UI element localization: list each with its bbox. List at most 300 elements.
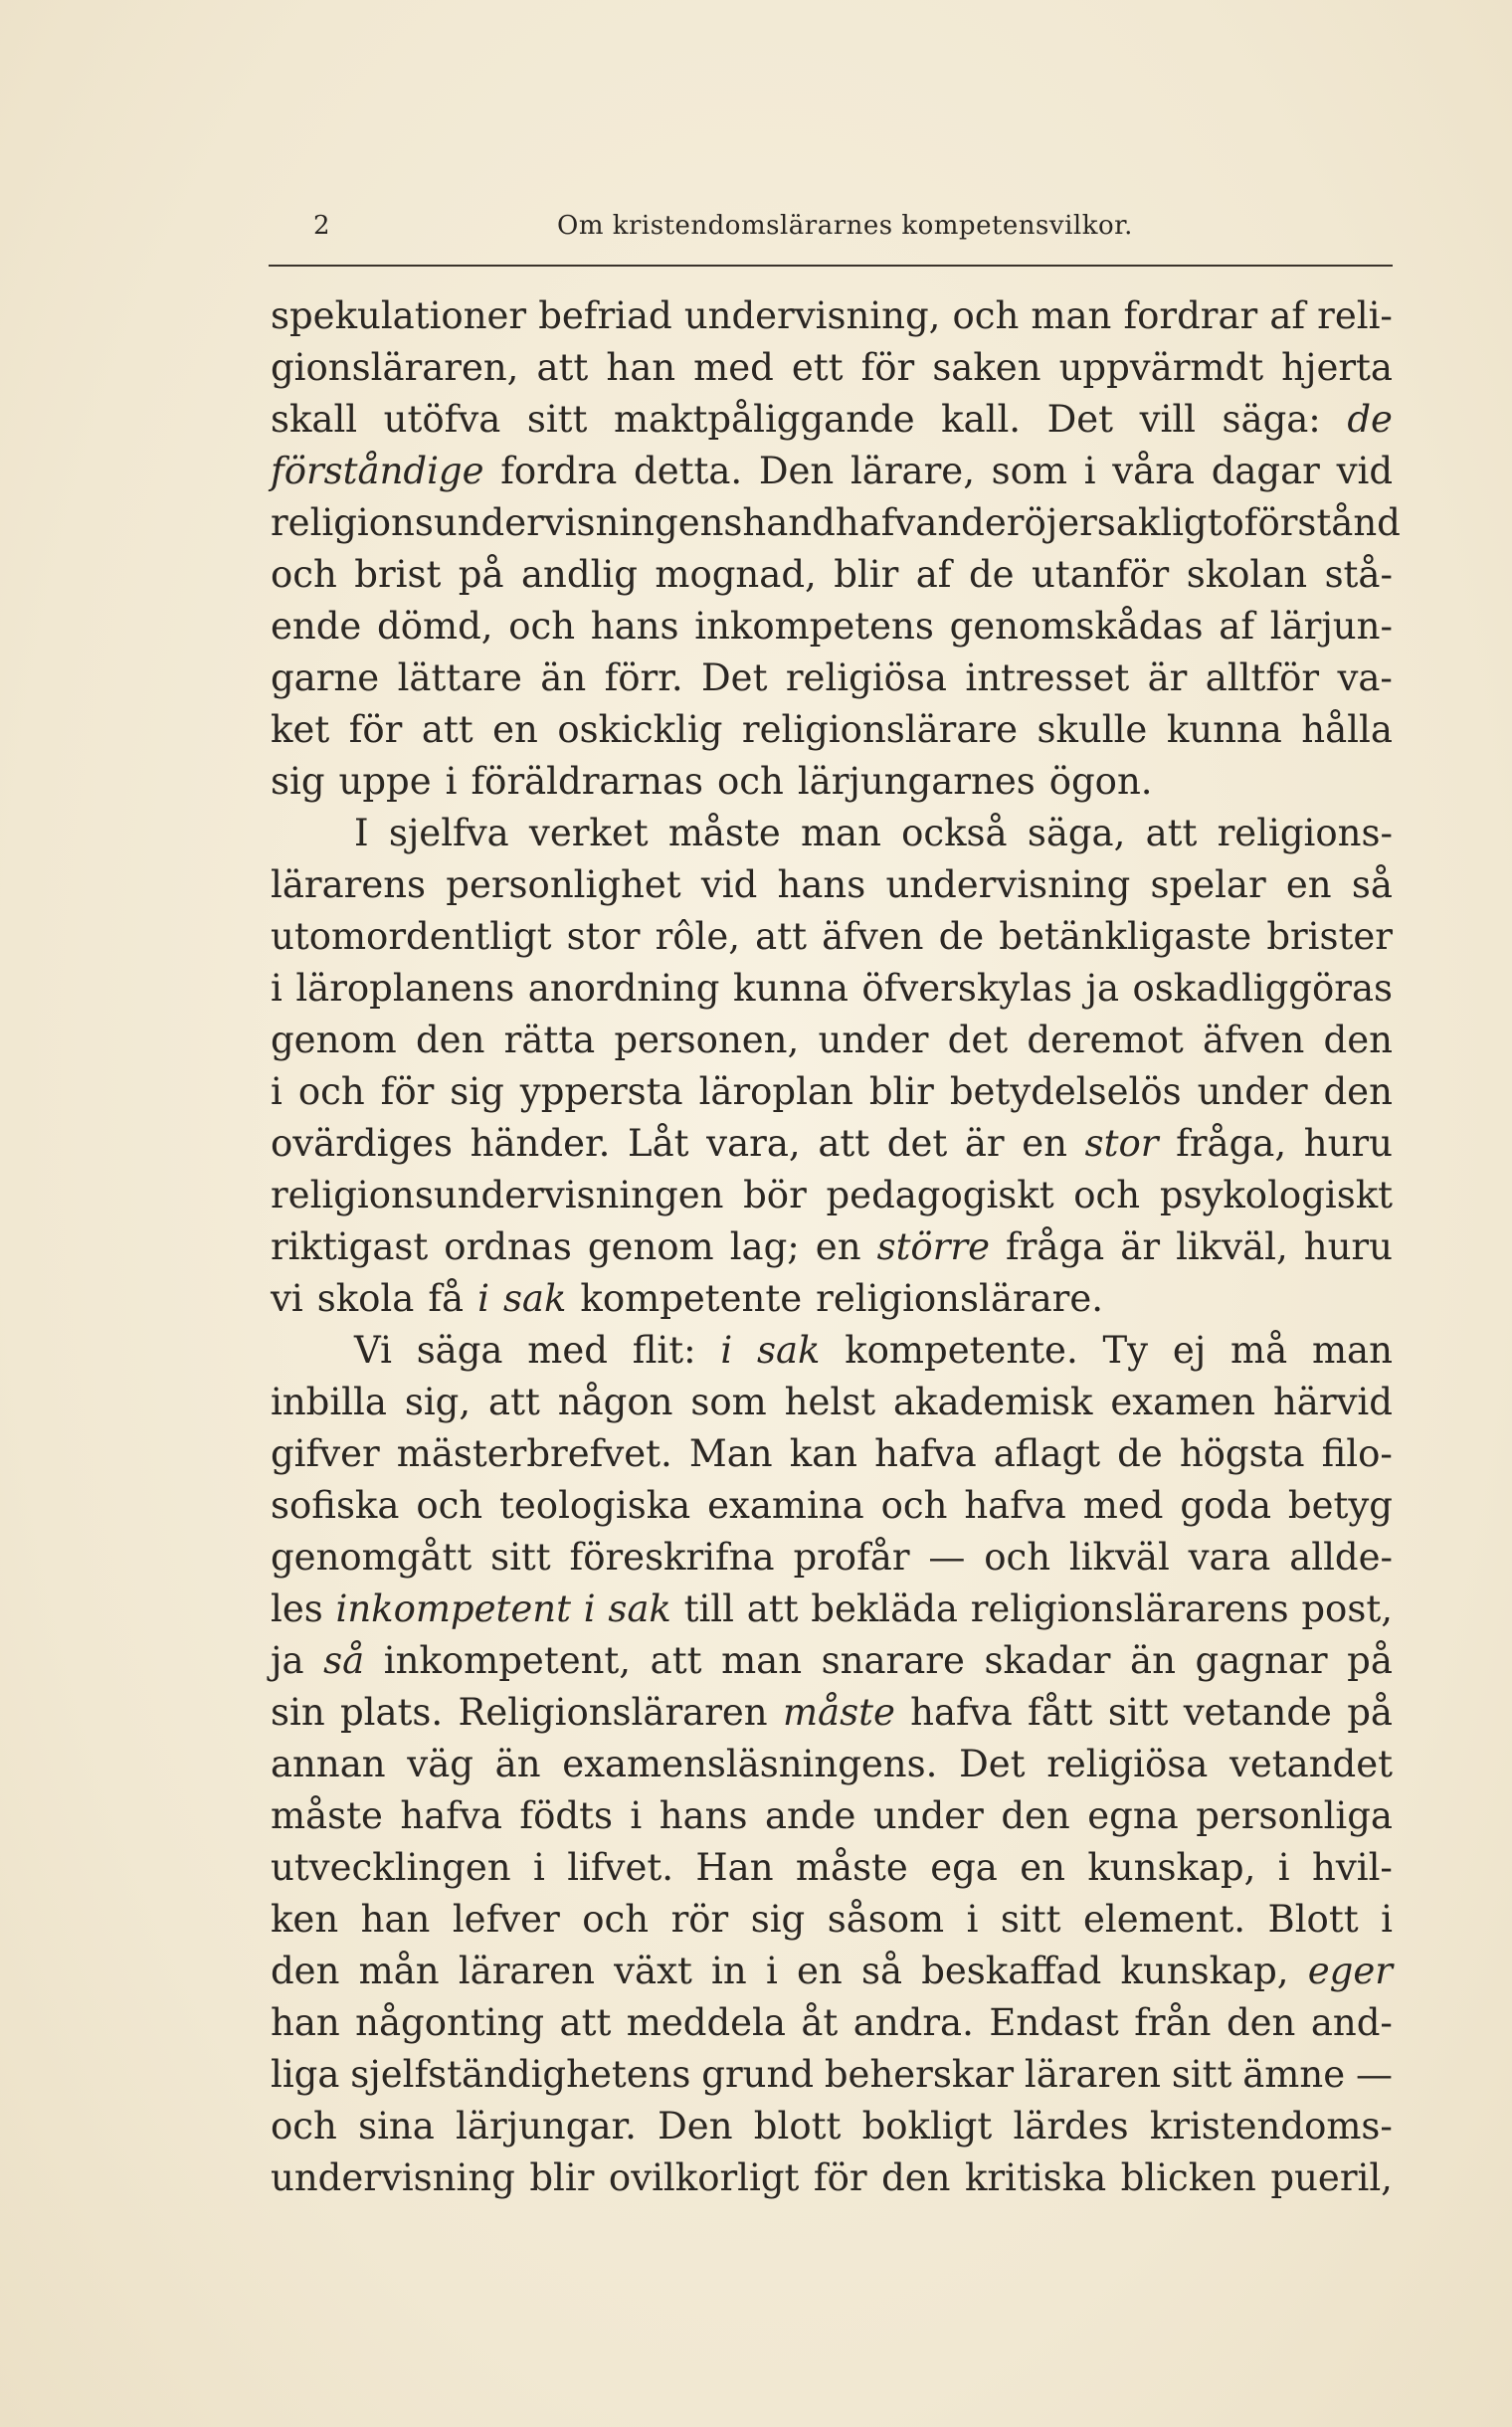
word: föreskrifna <box>569 1536 775 1579</box>
word: vara <box>1188 1536 1271 1579</box>
word: vill <box>1139 398 1196 441</box>
word: till <box>683 1587 734 1630</box>
word: fordra <box>500 450 618 492</box>
word: vi <box>271 1277 303 1320</box>
word: än <box>1130 1639 1176 1682</box>
word: undervisning <box>885 863 1131 906</box>
word: de <box>1117 1432 1163 1475</box>
word: religionslärare. <box>816 1277 1103 1320</box>
word: lärarens <box>271 863 427 906</box>
word: kunskap, <box>1120 1950 1289 1992</box>
word: vid <box>700 863 758 906</box>
word: i <box>630 1794 643 1837</box>
text-line <box>271 1584 1393 1635</box>
word: ögon. <box>1048 760 1153 803</box>
text-line <box>271 1325 1393 1377</box>
word: blir <box>868 1070 934 1113</box>
word: profår <box>793 1536 910 1579</box>
word: riktigast <box>271 1225 429 1268</box>
word: i <box>583 1587 596 1630</box>
word: likväl <box>1068 1536 1170 1579</box>
word: han <box>271 2001 340 2044</box>
text-line <box>271 1015 1393 1066</box>
word: verket <box>528 812 649 854</box>
word: äfven <box>822 915 924 958</box>
word: Den <box>758 450 835 492</box>
word: åt <box>801 2001 839 2044</box>
text-line <box>271 1739 1393 1790</box>
word: spekulationer <box>271 294 527 337</box>
word: akademisk <box>893 1381 1093 1423</box>
text-line <box>271 1687 1393 1739</box>
text-line <box>271 549 1393 601</box>
word: än <box>494 1743 541 1785</box>
word: i <box>445 760 458 803</box>
word: examina <box>707 1484 864 1527</box>
word: pedagogiskt <box>826 1174 1054 1216</box>
word: skolan <box>1186 553 1308 596</box>
word: sitt <box>1171 2053 1232 2096</box>
word: flit: <box>632 1329 696 1372</box>
word: grund <box>701 2053 815 2096</box>
word: kristendoms- <box>1149 2105 1393 2147</box>
word: Blott <box>1267 1898 1359 1941</box>
word: sitt <box>526 398 588 441</box>
word: utanför <box>1032 553 1170 596</box>
word: ja <box>271 1639 304 1682</box>
word: ordnas <box>444 1225 572 1268</box>
word: Det <box>701 656 768 699</box>
word: sig <box>271 760 325 803</box>
word: och <box>508 605 576 648</box>
word: högsta <box>1179 1432 1305 1475</box>
word: Det <box>959 1743 1026 1785</box>
text-line <box>271 1842 1393 1894</box>
word: med <box>527 1329 608 1372</box>
running-title: Om kristendomslärarnes kompetensvilkor. <box>557 211 1133 241</box>
word: hans <box>590 605 679 648</box>
word: sig, <box>404 1381 472 1423</box>
word: en <box>815 1225 861 1268</box>
word: af <box>1219 605 1255 648</box>
word: element. <box>1082 1898 1246 1941</box>
word: skola <box>316 1277 415 1320</box>
word: sak <box>502 1277 567 1320</box>
word: uppe <box>338 760 432 803</box>
word: andlig <box>521 553 638 596</box>
word: i <box>720 1329 733 1372</box>
word: under <box>872 1794 984 1837</box>
word: så <box>323 1639 365 1682</box>
word: röjer <box>1006 501 1097 544</box>
word: må <box>1230 1329 1288 1372</box>
word: ande <box>764 1794 856 1837</box>
word: skall <box>271 398 358 441</box>
word: sig <box>450 1070 504 1113</box>
word: egna <box>1087 1794 1179 1837</box>
word: och <box>1073 1174 1141 1216</box>
word: säga, <box>1027 812 1126 854</box>
word: läraren <box>1024 2053 1161 2096</box>
word: hafva <box>964 1484 1066 1527</box>
word: bokligt <box>861 2105 993 2147</box>
word: rätta <box>503 1019 596 1061</box>
word: Religionsläraren <box>458 1691 768 1734</box>
word: personlighet <box>446 863 681 906</box>
word: teologiska <box>499 1484 691 1527</box>
word: skadar <box>984 1639 1111 1682</box>
word: brist <box>354 553 442 596</box>
word: and- <box>1310 2001 1393 2044</box>
word: vid <box>1336 450 1393 492</box>
word: hålla <box>1301 708 1393 751</box>
word: ja <box>1085 967 1120 1010</box>
word: fordrar <box>1123 294 1258 337</box>
word: Det <box>1046 398 1114 441</box>
word: vetande <box>1183 1691 1332 1734</box>
text-line <box>271 1480 1393 1532</box>
word: i <box>1277 1846 1290 1889</box>
word: oförstånd <box>1222 501 1401 544</box>
word: så <box>860 1950 902 1992</box>
word: beskaffad <box>921 1950 1102 1992</box>
word: med <box>693 346 774 389</box>
text-line <box>271 1066 1393 1118</box>
word: förr. <box>604 656 683 699</box>
text-line <box>271 2049 1393 2101</box>
header-rule <box>269 265 1393 267</box>
word: det <box>947 1019 1009 1061</box>
word: att <box>559 2001 612 2044</box>
text-line <box>271 394 1393 446</box>
word: läraren <box>458 1950 595 1992</box>
word: bör <box>743 1174 807 1216</box>
word: sitt <box>490 1536 551 1579</box>
word: måste <box>667 812 781 854</box>
word: inkompetens <box>694 605 934 648</box>
word: ovärdiges <box>271 1122 454 1165</box>
text-line <box>271 704 1393 756</box>
word: man <box>800 812 881 854</box>
word: dömd, <box>377 605 493 648</box>
word: alltför <box>1205 656 1320 699</box>
word: säga: <box>1222 398 1321 441</box>
word: andra. <box>852 2001 974 2044</box>
word: man <box>721 1639 803 1682</box>
word: detta. <box>634 450 743 492</box>
word: religions- <box>1217 812 1393 854</box>
word: garne <box>271 656 380 699</box>
word: öfverskylas <box>861 967 1073 1010</box>
text-line <box>271 2152 1393 2204</box>
text-line <box>271 756 1393 808</box>
word: — <box>1355 2053 1393 2096</box>
word: sitt <box>1000 1898 1061 1941</box>
word: för <box>348 708 403 751</box>
word: under <box>818 1019 929 1061</box>
word: kan <box>789 1432 858 1475</box>
word: i <box>966 1898 979 1941</box>
word: post, <box>1301 1587 1393 1630</box>
word: rôle, <box>655 915 741 958</box>
word: vetandet <box>1228 1743 1393 1785</box>
word: religionslärare <box>741 708 1018 751</box>
word: hjerta <box>1281 346 1393 389</box>
word: saken <box>932 346 1041 389</box>
word: den <box>416 1019 485 1061</box>
word: yppersta <box>519 1070 683 1113</box>
word: med <box>1082 1484 1164 1527</box>
word: religionslärarens <box>970 1587 1289 1630</box>
word: personliga <box>1196 1794 1393 1837</box>
word: som <box>690 1381 767 1423</box>
word: meddela <box>626 2001 786 2044</box>
word: personen, <box>614 1019 800 1061</box>
word: att <box>746 1587 799 1630</box>
word: pueril, <box>1270 2156 1393 2199</box>
word: kompetente <box>580 1277 803 1320</box>
word: händer. <box>470 1122 611 1165</box>
word: den <box>881 2156 951 2199</box>
word: och <box>271 553 337 596</box>
word: sak <box>608 1587 671 1630</box>
word: lefver <box>452 1898 560 1941</box>
word: genom <box>271 1019 397 1061</box>
word: eger <box>1307 1950 1393 1992</box>
word: ovilkorligt <box>608 2156 800 2199</box>
text-line <box>271 1221 1393 1273</box>
word: Ty <box>1102 1329 1149 1372</box>
page-header <box>269 211 1393 261</box>
word: ken <box>271 1898 339 1941</box>
word: som <box>991 450 1068 492</box>
word: i <box>1083 450 1096 492</box>
word: — <box>928 1536 966 1579</box>
word: sofiska <box>271 1484 400 1527</box>
word: är <box>964 1122 1005 1165</box>
word: få <box>428 1277 465 1320</box>
word: att <box>818 1122 870 1165</box>
word: lärjun- <box>1269 605 1393 648</box>
word: härvid <box>1272 1381 1393 1423</box>
word: på <box>1347 1639 1393 1682</box>
word: i <box>532 1846 545 1889</box>
word: gionsläraren, <box>271 346 519 389</box>
text-line <box>271 1170 1393 1221</box>
text-line <box>271 1790 1393 1842</box>
word: Man <box>688 1432 773 1475</box>
word: en <box>1285 863 1332 906</box>
word: den <box>1001 1794 1070 1837</box>
text-line <box>271 601 1393 653</box>
word: skulle <box>1037 708 1148 751</box>
word: sitt <box>1107 1691 1169 1734</box>
word: hans <box>777 863 866 906</box>
word: inbilla <box>271 1381 387 1423</box>
word: mästerbrefvet. <box>396 1432 672 1475</box>
word: de <box>1347 398 1393 441</box>
word: ega <box>930 1846 998 1889</box>
word: uppvärmdt <box>1058 346 1264 389</box>
word: blir <box>529 2156 595 2199</box>
text-line <box>271 446 1393 497</box>
word: den <box>1323 1019 1393 1061</box>
word: va- <box>1337 656 1393 699</box>
word: en <box>1022 1122 1068 1165</box>
word: dagar <box>1211 450 1320 492</box>
word: examen <box>1110 1381 1256 1423</box>
word: ett <box>791 346 844 389</box>
word: sjelfständighetens <box>350 2053 691 2096</box>
word: det <box>886 1122 948 1165</box>
word: ende <box>271 605 362 648</box>
text-line <box>271 1428 1393 1480</box>
word: ämne <box>1242 2053 1346 2096</box>
word: att <box>536 346 589 389</box>
word: att <box>650 1639 702 1682</box>
word: sin <box>271 1691 325 1734</box>
word: hvil- <box>1312 1846 1393 1889</box>
text-line <box>271 963 1393 1015</box>
word: födts <box>519 1794 613 1837</box>
word: gifver <box>271 1432 380 1475</box>
word: så <box>1351 863 1393 906</box>
word: och <box>297 1070 365 1113</box>
word: i <box>271 967 283 1010</box>
word: Han <box>695 1846 774 1889</box>
word: blir <box>834 553 899 596</box>
word: mognad, <box>655 553 817 596</box>
word: läroplanens <box>295 967 515 1010</box>
word: förståndige <box>271 450 484 492</box>
word: reli- <box>1317 294 1393 337</box>
word: rör <box>670 1898 729 1941</box>
word: för <box>813 2156 867 2199</box>
word: kall. <box>941 398 1022 441</box>
word: att <box>421 708 473 751</box>
word: sakligt <box>1096 501 1223 544</box>
word: religiösa <box>1046 1743 1209 1785</box>
word: likväl, <box>1176 1225 1288 1268</box>
word: och <box>271 2105 337 2147</box>
word: befriad <box>538 294 672 337</box>
word: beherskar <box>824 2053 1015 2096</box>
word: hafva <box>874 1432 977 1475</box>
word: I <box>354 812 369 854</box>
word: man <box>1311 1329 1393 1372</box>
word: lättare <box>397 656 522 699</box>
word: ej <box>1172 1329 1207 1372</box>
word: genomgått <box>271 1536 472 1579</box>
word: att <box>488 1381 540 1423</box>
word: säga <box>416 1329 503 1372</box>
word: från <box>1134 2001 1212 2044</box>
word: intresset <box>965 656 1130 699</box>
text-line <box>271 1118 1393 1170</box>
word: fått <box>1028 1691 1093 1734</box>
word: handhafvande <box>742 501 1007 544</box>
word: utomordentligt <box>271 915 552 958</box>
word: aflagt <box>993 1432 1101 1475</box>
word: måste <box>782 1691 895 1734</box>
text-line <box>271 911 1393 963</box>
text-line <box>271 1946 1393 1997</box>
word: allde- <box>1289 1536 1393 1579</box>
word: oskadliggöras <box>1132 967 1393 1010</box>
text-line <box>271 1997 1393 2049</box>
word: lärjungar. <box>456 2105 637 2147</box>
word: han <box>360 1898 431 1941</box>
word: sak <box>756 1329 821 1372</box>
word: i <box>477 1277 489 1320</box>
word: och <box>984 1536 1051 1579</box>
word: att <box>755 915 807 958</box>
word: spelar <box>1150 863 1266 906</box>
word: hans <box>659 1794 748 1837</box>
word: våra <box>1112 450 1195 492</box>
text-line <box>271 2101 1393 2152</box>
word: någon <box>557 1381 673 1423</box>
word: kritiska <box>965 2156 1107 2199</box>
word: den <box>1226 2001 1296 2044</box>
word: blott <box>753 2105 842 2147</box>
word: filo- <box>1321 1432 1393 1475</box>
word: också <box>901 812 1008 854</box>
word: den <box>271 1950 340 1992</box>
word: utöfva <box>383 398 501 441</box>
word: växt <box>614 1950 692 1992</box>
word: större <box>876 1225 990 1268</box>
word: kunna <box>1166 708 1282 751</box>
word: lärjungarnes <box>797 760 1036 803</box>
word: lifvet. <box>567 1846 673 1889</box>
text-line <box>271 1894 1393 1946</box>
word: bekläda <box>811 1587 958 1630</box>
text-line <box>271 808 1393 859</box>
word: snarare <box>821 1639 965 1682</box>
word: lärare, <box>850 450 975 492</box>
word: anordning <box>527 967 720 1010</box>
word: den <box>1323 1070 1393 1113</box>
word: brister <box>1266 915 1393 958</box>
word: fråga <box>1006 1225 1105 1268</box>
word: på <box>458 553 504 596</box>
word: Den <box>658 2105 733 2147</box>
text-line <box>271 1635 1393 1687</box>
word: lag; <box>729 1225 800 1268</box>
word: huru <box>1303 1122 1393 1165</box>
word: föräldrarnas <box>471 760 704 803</box>
body-text <box>271 290 1401 2204</box>
word: religionsundervisningens <box>271 501 743 544</box>
word: betydelselös <box>949 1070 1182 1113</box>
word: Låt <box>628 1122 689 1165</box>
word: Vi <box>354 1329 392 1372</box>
word: äfven <box>1202 1019 1305 1061</box>
word: liga <box>271 2053 340 2096</box>
word: han <box>606 346 676 389</box>
word: är <box>1147 656 1188 699</box>
word: och <box>717 760 784 803</box>
text-line <box>271 859 1393 911</box>
word: en <box>492 708 538 751</box>
word: huru <box>1303 1225 1393 1268</box>
word: såsom <box>827 1898 945 1941</box>
text-line <box>271 1377 1393 1428</box>
word: maktpåliggande <box>613 398 915 441</box>
word: och <box>416 1484 483 1527</box>
word: religionsundervisningen <box>271 1174 724 1216</box>
